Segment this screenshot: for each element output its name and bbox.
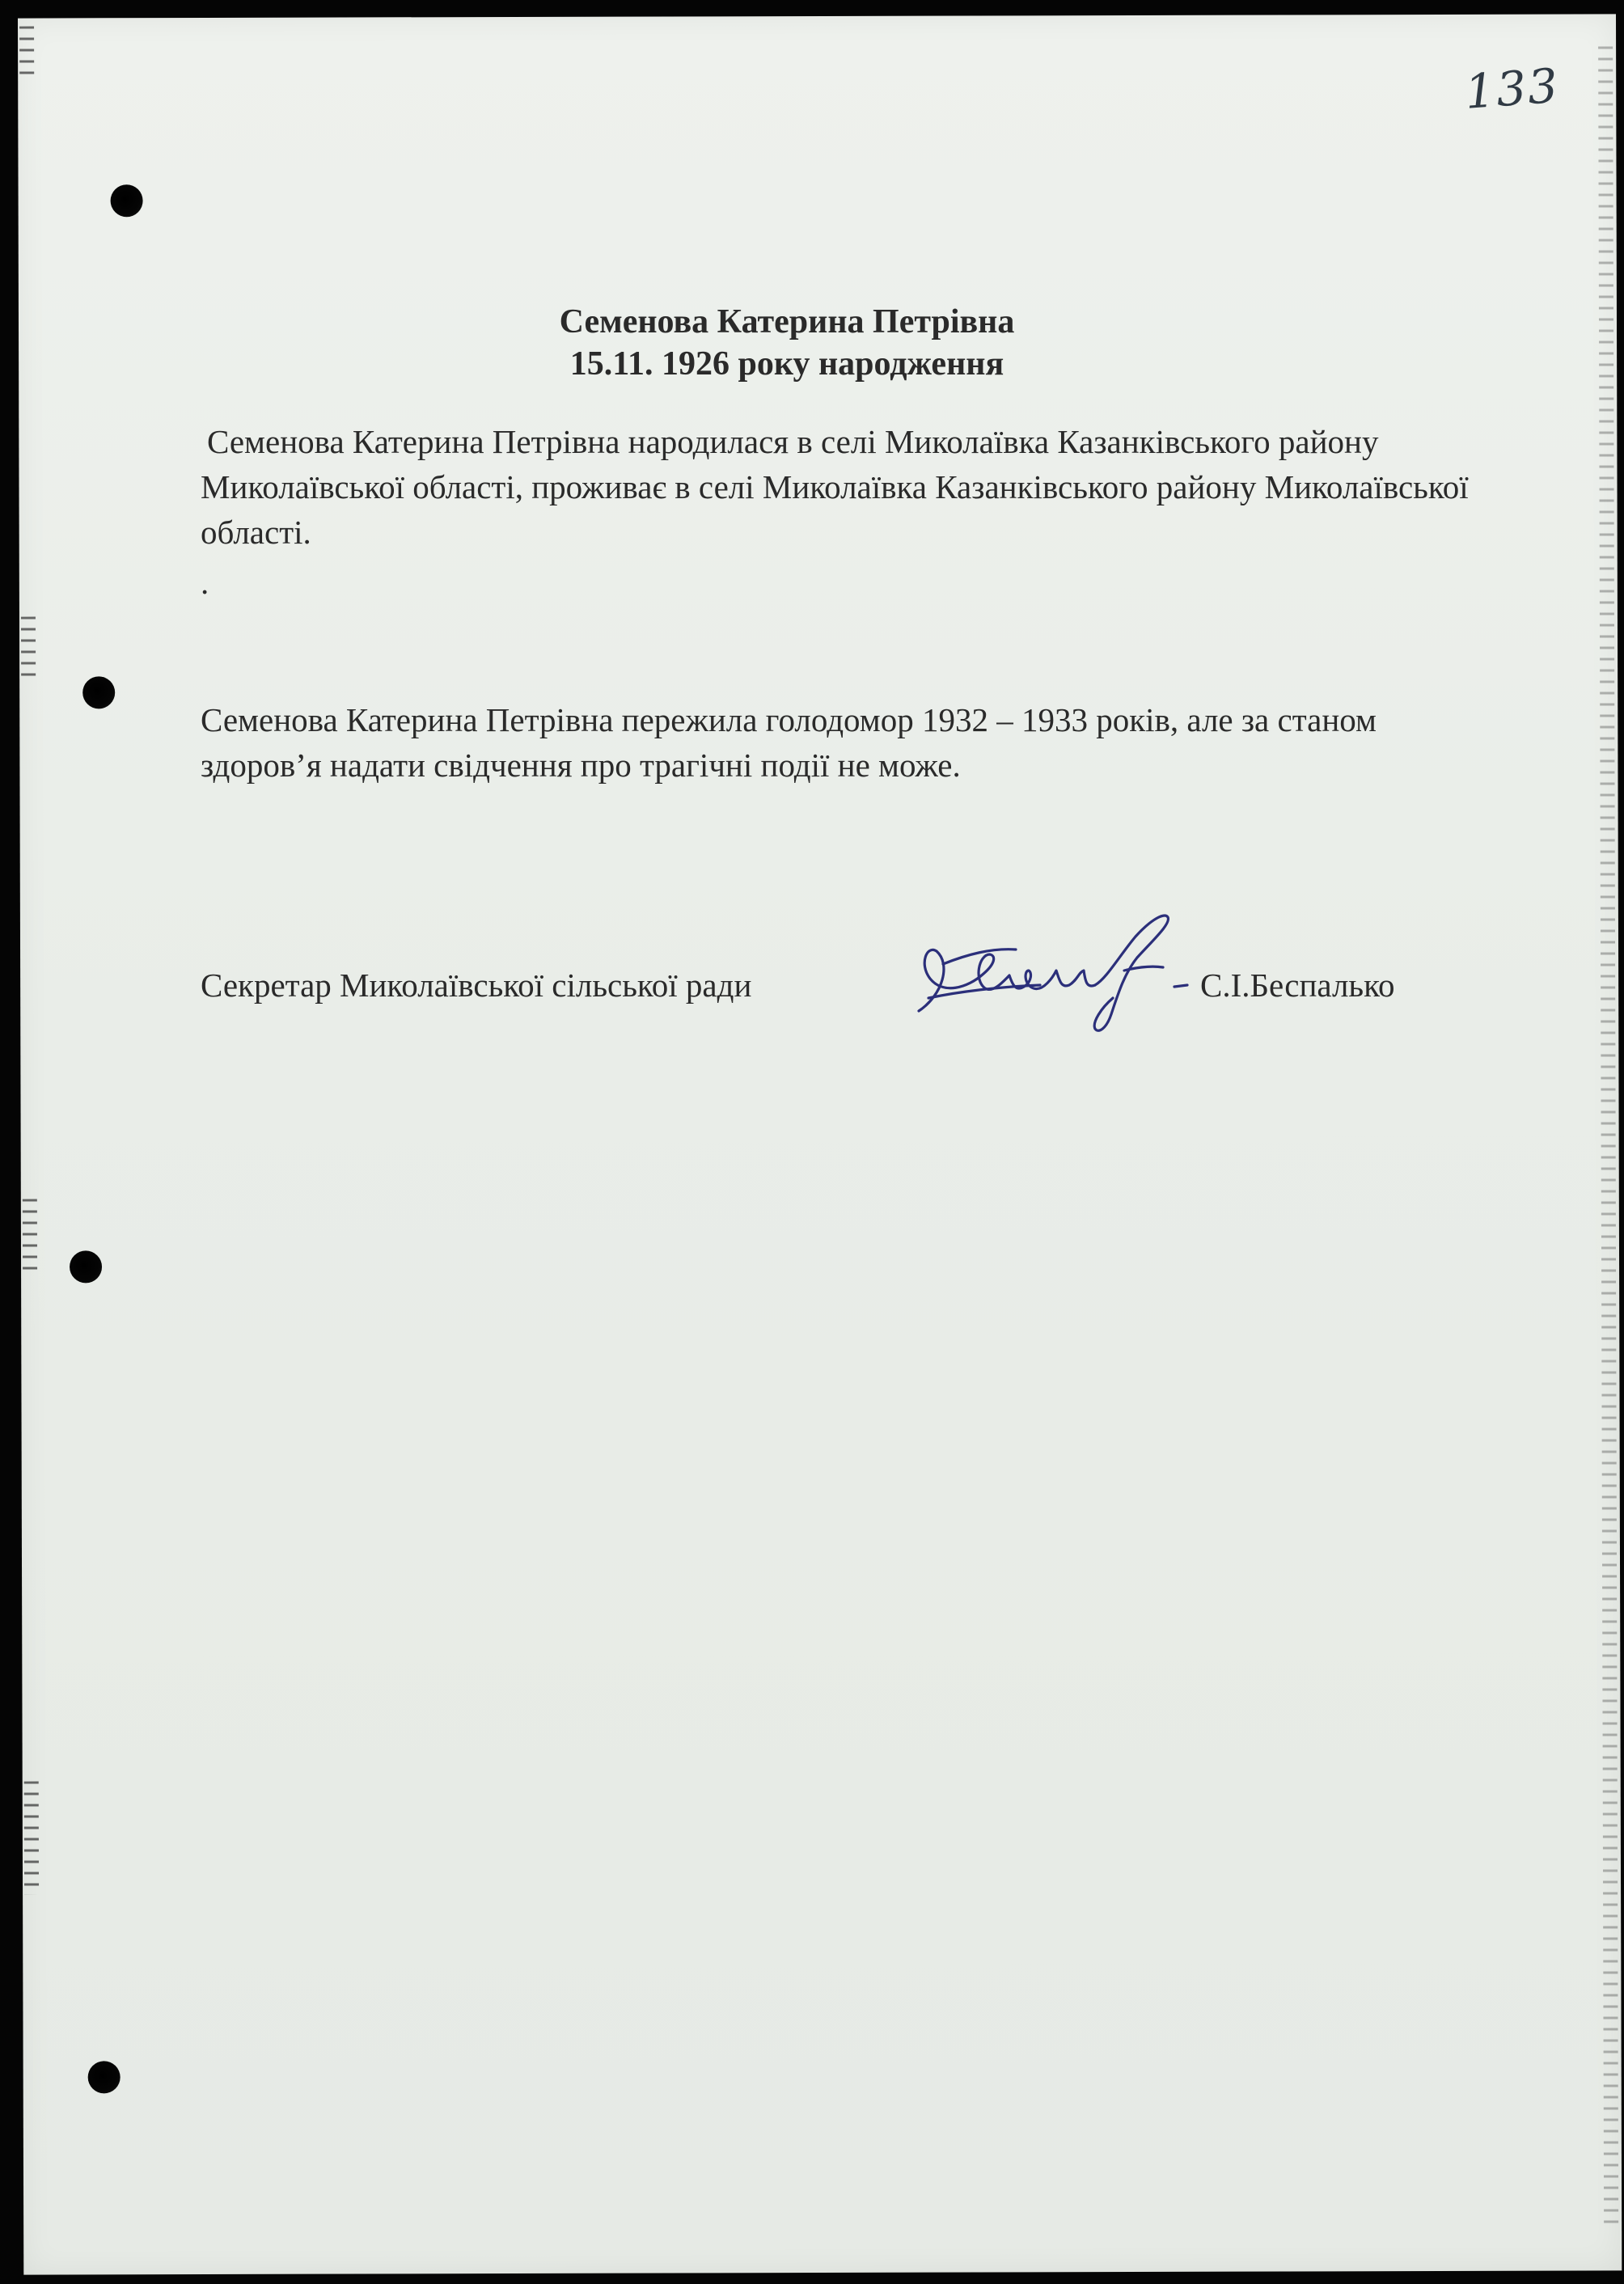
signatory-name: С.І.Беспалько (1200, 966, 1395, 1004)
signatory-role: Секретар Миколаївської сільської ради (201, 966, 752, 1004)
punch-hole (82, 676, 115, 708)
page-number: 133 (1463, 57, 1562, 120)
document-body (201, 301, 1469, 788)
punch-hole (70, 1250, 102, 1283)
signature-block (201, 907, 1430, 1037)
punch-hole (88, 2061, 121, 2093)
birth-date-heading: 15.11. 1926 року народження (569, 345, 1004, 383)
left-edge-marks (19, 27, 34, 75)
right-edge-marks (1598, 46, 1618, 2230)
birth-residence-paragraph: Семенова Катерина Петрівна народилася в селі Миколаївка Казанківського району Миколаївської області, проживає в селі Миколаївка Казанківського району Миколаївської області. (201, 423, 1469, 551)
handwritten-signature (894, 907, 1202, 1037)
document-heading (201, 301, 1373, 385)
punch-hole (111, 184, 143, 217)
left-edge-marks (24, 1782, 39, 1895)
person-name-heading: Семенова Катерина Петрівна (559, 303, 1015, 340)
left-edge-marks (23, 1199, 37, 1272)
stray-mark: . (201, 564, 209, 601)
left-edge-marks (21, 617, 36, 682)
testimony-paragraph: Семенова Катерина Петрівна пережила голодомор 1932 – 1933 років, але за станом здоров’я надати свідчення про трагічні події не може. (201, 701, 1377, 784)
